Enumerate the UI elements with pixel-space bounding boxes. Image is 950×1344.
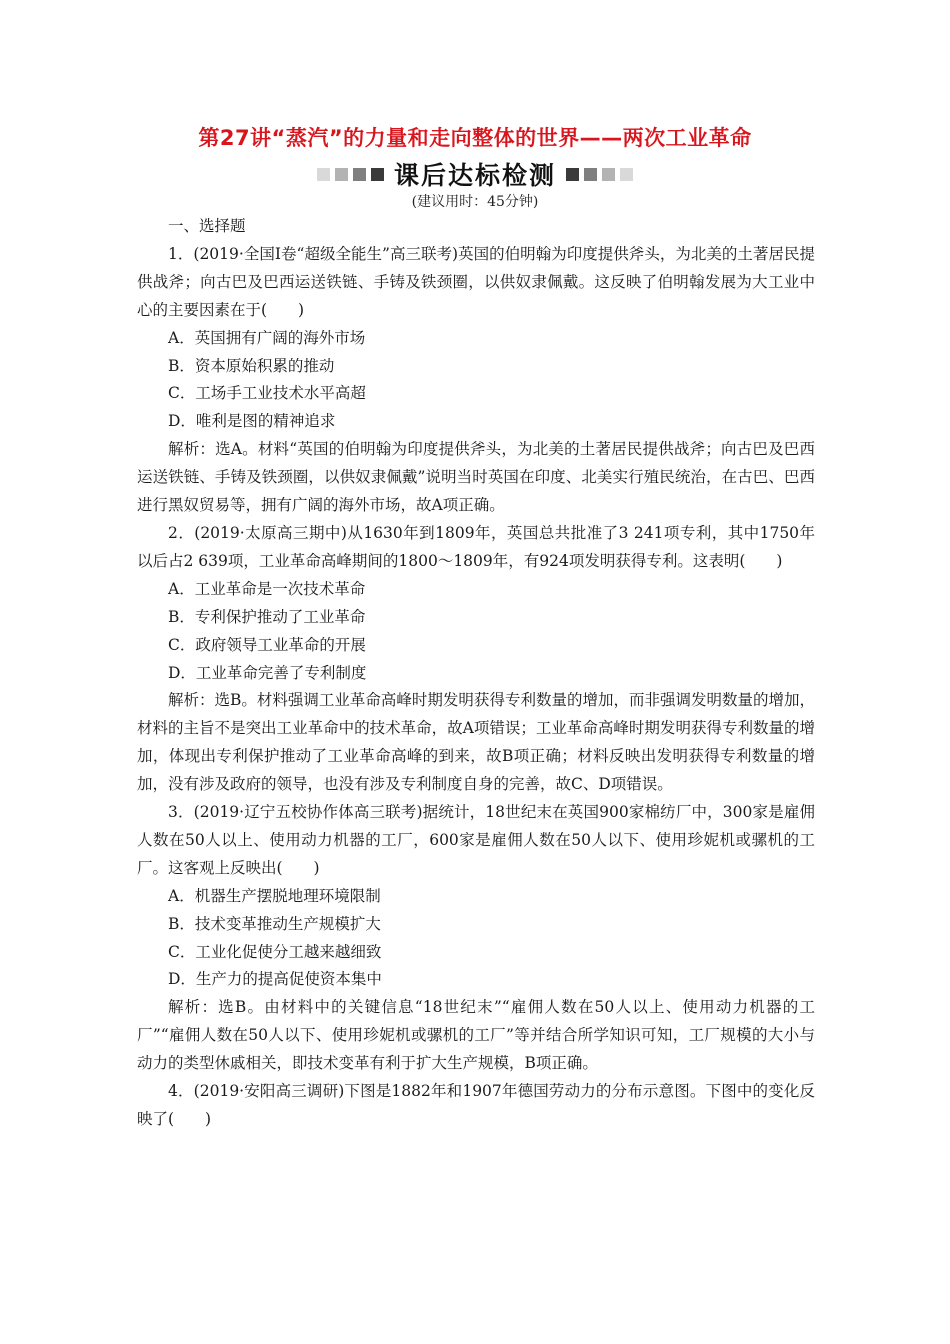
question-2-option-d: D．工业革命完善了专利制度 <box>168 663 367 682</box>
banner-decoration-right <box>566 168 633 181</box>
question-1-option-c: C．工场手工业技术水平高超 <box>168 384 366 403</box>
question-1-option-d: D．唯利是图的精神追求 <box>168 412 336 431</box>
question-2-stem: 2．(2019·太原高三期中)从1630年到1809年，英国总共批准了3 241项专利，其中1750年以后占2 639项，工业革命高峰期间的1800～1809年，有924项发明获得专利。这表明( ) <box>137 523 815 570</box>
question-4-stem: 4．(2019·安阳高三调研)下图是1882年和1907年德国劳动力的分布示意图。下图中的变化反映了( ) <box>137 1082 815 1128</box>
question-2-option-c: C．政府领导工业革命的开展 <box>168 635 366 654</box>
suggested-time: (建议用时：45分钟) <box>411 194 539 210</box>
question-1-option-a: A．英国拥有广阔的海外市场 <box>168 328 366 347</box>
question-3-option-c: C．工业化促使分工越来越细致 <box>168 942 382 961</box>
question-3-option-d: D．生产力的提高促使资本集中 <box>168 970 382 989</box>
page-title: 第27讲“蒸汽”的力量和走向整体的世界——两次工业革命 <box>198 126 752 150</box>
question-3-option-a: A．机器生产摆脱地理环境限制 <box>168 886 381 905</box>
question-1-stem: 1．(2019·全国Ⅰ卷“超级全能生”高三联考)英国的伯明翰为印度提供斧头，为北美的土著居民提供战斧；向古巴及巴西运送铁链、手铸及铁颈圈，以供奴隶佩戴。这反映了伯明翰发展为大工业中心的主要因素在于( ) <box>137 244 815 319</box>
question-list <box>137 213 815 1134</box>
question-3-analysis: 解析：选B。由材料中的关键信息“18世纪末”“雇佣人数在50人以上、使用动力机器的工厂”“雇佣人数在50人以下、使用珍妮机或骡机的工厂”等并结合所学知识可知，工厂规模的大小与动力的类型休戚相关，即技术变革有利于扩大生产规模，B项正确。 <box>137 998 815 1073</box>
question-3-option-b: B．技术变革推动生产规模扩大 <box>168 914 381 933</box>
question-2-option-b: B．专利保护推动了工业革命 <box>168 607 366 626</box>
question-1-option-b: B．资本原始积累的推动 <box>168 356 335 375</box>
question-3-stem: 3．(2019·辽宁五校协作体高三联考)据统计，18世纪末在英国900家棉纺厂中，300家是雇佣人数在50人以上、使用动力机器的工厂，600家是雇佣人数在50人以下、使用珍妮机或骡机的工厂。这客观上反映出( ) <box>137 803 815 877</box>
banner-title: 课后达标检测 <box>393 161 556 190</box>
question-2-analysis: 解析：选B。材料强调工业革命高峰时期发明获得专利数量的增加，而非强调发明数量的增加，材料的主旨不是突出工业革命中的技术革命，故A项错误；工业革命高峰时期发明获得专利数量的增加，体现出专利保护推动了工业革命高峰的到来，故B项正确；材料反映出发明获得专利数量的增加，没有涉及政府的领导，也没有涉及专利制度自身的完善，故C、D项错误。 <box>137 691 815 794</box>
section-banner <box>0 157 950 191</box>
question-1-analysis: 解析：选A。材料“英国的伯明翰为印度提供斧头，为北美的土著居民提供战斧；向古巴及巴西运送铁链、手铸及铁颈圈，以供奴隶佩戴”说明当时英国在印度、北美实行殖民统治，在古巴、巴西进行黑奴贸易等，拥有广阔的海外市场，故A项正确。 <box>137 440 815 515</box>
question-2-option-a: A．工业革命是一次技术革命 <box>168 579 366 598</box>
banner-decoration-left <box>317 168 384 181</box>
section-heading: 一、选择题 <box>168 217 246 235</box>
